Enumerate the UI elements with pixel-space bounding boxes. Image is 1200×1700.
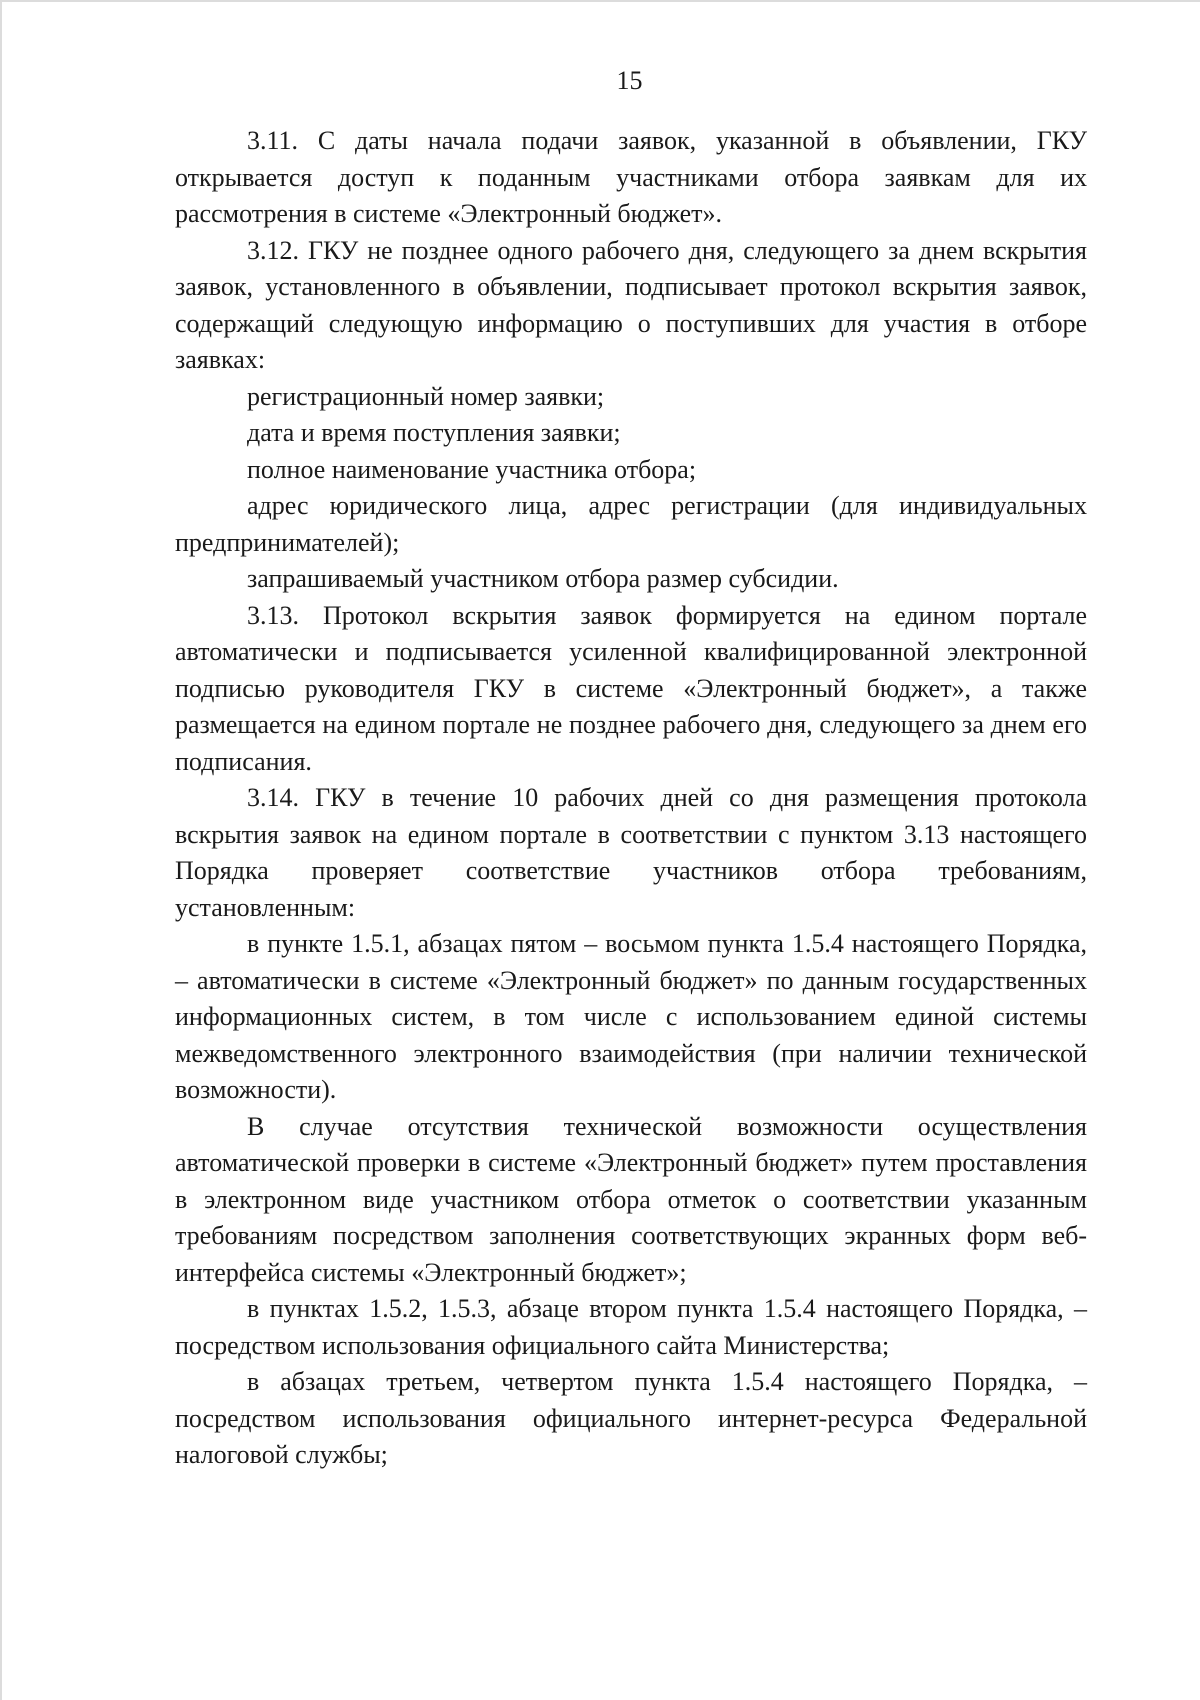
paragraph-tax-service: в абзацах третьем, четвертом пункта 1.5.4 настоящего Порядка, – посредством использования официального интернет-ресурса Федеральной налоговой службы;: [175, 1367, 1087, 1469]
paragraph-3-14: 3.14. ГКУ в течение 10 рабочих дней со дня размещения протокола вскрытия заявок на едином портале в соответствии с пунктом 3.13 настоящего Порядка проверяет соответствие участников отбора требованиям, установленным:: [175, 783, 1087, 922]
list-item-address: адрес юридического лица, адрес регистрации (для индивидуальных предпринимателей);: [175, 491, 1087, 557]
paragraph-3-13: 3.13. Протокол вскрытия заявок формируется на едином портале автоматически и подписывается усиленной квалифицированной электронной подписью руководителя ГКУ в системе «Электронный бюджет», а также размещается на едином портале не позднее рабочего дня, следующего за днем его подписания.: [175, 600, 1087, 776]
paragraph-point-1-5-1: в пункте 1.5.1, абзацах пятом – восьмом пункта 1.5.4 настоящего Порядка, – автоматически в системе «Электронный бюджет» по данным государственных информационных систем, в том числе с использованием единой системы межведомственного электронного взаимодействия (при наличии технической возможности).: [175, 929, 1087, 1104]
page-number: 15: [616, 66, 643, 95]
list-item-subsidy-amount: запрашиваемый участником отбора размер субсидии.: [247, 564, 839, 593]
paragraph-no-technical-possibility: В случае отсутствия технической возможности осуществления автоматической проверки в системе «Электронный бюджет» путем проставления в электронном виде участником отбора отметок о соответствии указанным требованиям посредством заполнения соответствующих экранных форм веб-интерфейса системы «Электронный бюджет»;: [175, 1111, 1087, 1287]
paragraph-3-12: 3.12. ГКУ не позднее одного рабочего дня, следующего за днем вскрытия заявок, установленного в объявлении, подписывает протокол вскрытия заявок, содержащий следующую информацию о поступивших для участия в отборе заявках:: [175, 235, 1087, 374]
paragraph-points-1-5-2-1-5-3: в пунктах 1.5.2, 1.5.3, абзаце втором пункта 1.5.4 настоящего Порядка, – посредством использования официального сайта Министерства;: [175, 1294, 1087, 1360]
list-item-date-time: дата и время поступления заявки;: [247, 418, 621, 447]
list-item-registration-number: регистрационный номер заявки;: [247, 381, 605, 411]
list-item-full-name: полное наименование участника отбора;: [247, 454, 697, 484]
paragraph-3-11: 3.11. С даты начала подачи заявок, указанной в объявлении, ГКУ открывается доступ к поданным участниками отбора заявкам для их рассмотрения в системе «Электронный бюджет».: [175, 126, 1087, 228]
document-body: [175, 123, 1087, 1474]
